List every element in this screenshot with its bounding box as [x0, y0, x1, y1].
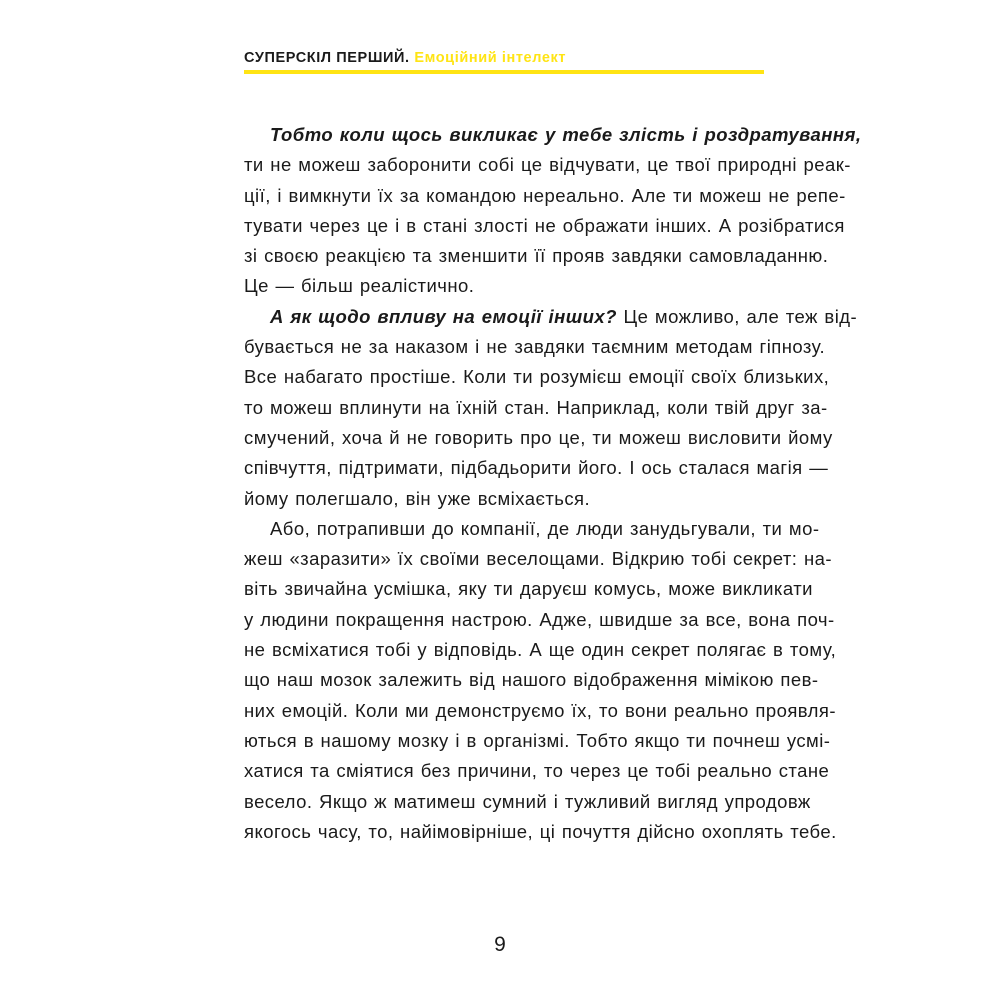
text-line: Або, потрапивши до компанії, де люди занудьгували, ти мо- [270, 517, 820, 539]
text-line: йому полегшало, він уже всміхається. [244, 487, 591, 509]
text-line: що наш мозок залежить від нашого відображення мімікою пев- [244, 669, 819, 691]
text-fragment: Це можливо, але теж від- [616, 305, 858, 327]
text-line: жеш «заразити» їх своїми веселощами. Відкрию тобі секрет: на- [244, 548, 832, 570]
running-header [244, 50, 566, 66]
text-line: співчуття, підтримати, підбадьорити його. І ось сталася магія — [244, 457, 829, 479]
text-line: Це — більш реалістично. [244, 275, 475, 297]
paragraph-1 [244, 120, 862, 302]
chapter-label: СУПЕРСКІЛ ПЕРШИЙ. [244, 50, 410, 66]
text-line: весело. Якщо ж матимеш сумний і тужливий вигляд упродовж [244, 790, 811, 812]
text-line: ються в нашому мозку і в організмі. Тобто якщо ти почнеш усмі- [244, 729, 831, 751]
text-line: ції, і вимкнути їх за командою нереально. Але ти можеш не репе- [244, 184, 846, 206]
page-number: 9 [494, 933, 506, 956]
text-line: то можеш вплинути на їхній стан. Наприклад, коли твій друг за- [244, 396, 828, 418]
header-rule [244, 70, 764, 74]
page-body [244, 120, 862, 847]
text-line: них емоцій. Коли ми демонструємо їх, то вони реально проявля- [244, 699, 836, 721]
text-line: бувається не за наказом і не завдяки таємним методам гіпнозу. [244, 336, 826, 358]
paragraph-2 [244, 302, 858, 514]
paragraph-3 [244, 514, 837, 847]
text-line: віть звичайна усмішка, яку ти даруєш комусь, може викликати [244, 578, 813, 600]
text-line: у людини покращення настрою. Адже, швидше за все, вона поч- [244, 608, 835, 630]
emphasized-question: А як щодо впливу на емоції інших? [270, 305, 617, 327]
text-line: Тобто коли щось викликає у тебе злість і роздратування, [270, 124, 862, 145]
text-line: тувати через це і в стані злості не ображати інших. А розібратися [244, 214, 845, 236]
text-line: ти не можеш заборонити собі це відчувати, це твої природні реак- [244, 154, 851, 176]
text-line [244, 302, 858, 332]
text-line: якогось часу, то, найімовірніше, ці почуття дійсно охоплять тебе. [244, 820, 837, 842]
text-line: зі своєю реакцією та зменшити її прояв завдяки самовладанню. [244, 245, 829, 267]
chapter-subject: Емоційний інтелект [414, 50, 567, 66]
text-line: Все набагато простіше. Коли ти розумієш емоції своїх близьких, [244, 366, 830, 388]
text-line: смучений, хоча й не говорить про це, ти можеш висловити йому [244, 426, 833, 448]
text-line: хатися та сміятися без причини, то через це тобі реально стане [244, 760, 830, 782]
text-line: не всміхатися тобі у відповідь. А ще один секрет полягає в тому, [244, 639, 837, 661]
